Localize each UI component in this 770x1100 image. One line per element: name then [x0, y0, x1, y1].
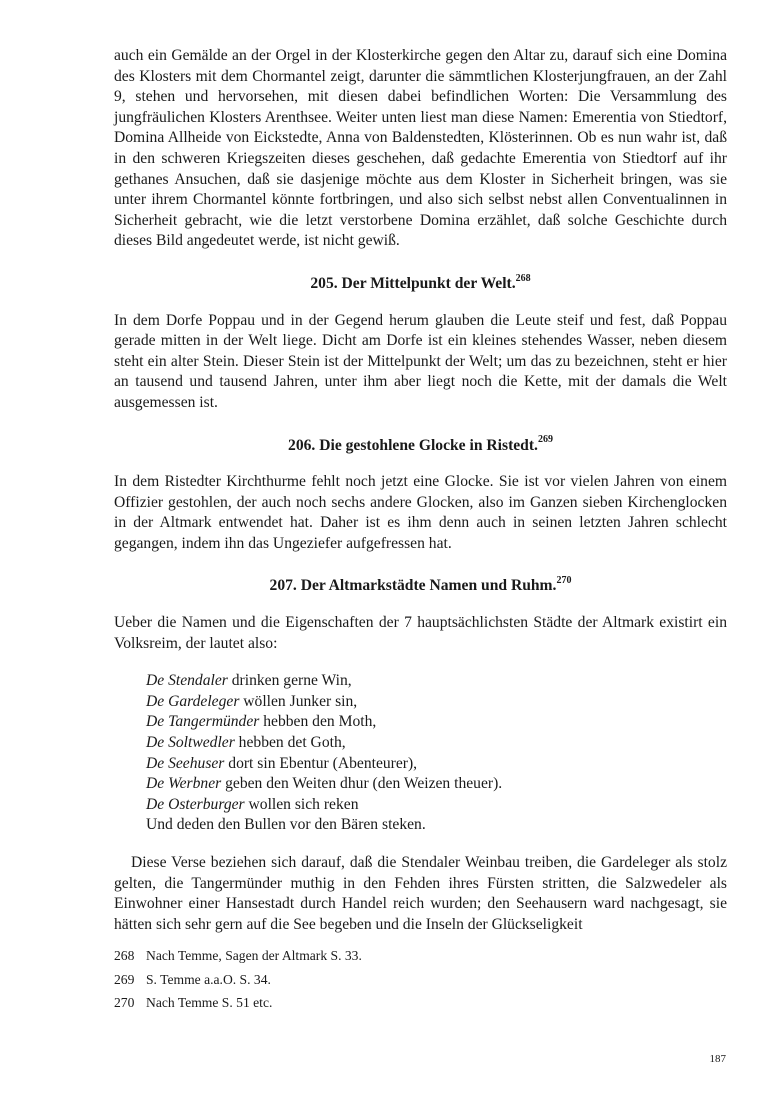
footnote-ref-269[interactable]: 269 [537, 434, 553, 446]
section-title-207: 207. Der Altmarkstädte Namen und Ruhm. [269, 577, 557, 595]
footnote-number: 268 [114, 948, 135, 964]
poem-line-town: De Stendaler [146, 672, 228, 690]
poem-line-text: hebben den Moth, [259, 713, 377, 731]
section-heading-207 [114, 576, 727, 597]
footnote-text: Nach Temme, Sagen der Altmark S. 33. [146, 948, 362, 964]
footnote-number: 270 [114, 995, 135, 1011]
poem-line [146, 712, 727, 733]
section-paragraph-205: In dem Dorfe Poppau und in der Gegend herum glauben die Leute steif und fest, daß Poppau gerade mitten in der Welt liege. Dicht am Dorfe ist ein kleines stehendes Wasser, neben diesem steht ein alter Stein. Dieser Stein ist der Mittelpunkt der Welt; um das zu bezeichnen, steht er hier an tausend und tausend Jahren, unter ihm aber liegt noch die Kette, mit der damals die Welt ausgemessen ist. [114, 311, 727, 411]
poem-line [146, 774, 727, 795]
footnote-ref-268[interactable]: 268 [515, 272, 531, 284]
poem-line [146, 692, 727, 713]
poem-line-town: De Osterburger [146, 795, 245, 813]
poem-line-text: geben den Weiten dhur (den Weizen theuer). [221, 775, 503, 793]
poem-line-town: De Werbner [146, 775, 222, 793]
poem-line-text: hebben det Goth, [234, 734, 346, 752]
footnotes [114, 944, 727, 1015]
footnote [114, 991, 727, 1015]
poem-line-town: De Soltwedler [146, 734, 235, 752]
poem-line-text: Und deden den Bullen vor den Bären steken. [146, 816, 426, 834]
section-paragraph-207: Ueber die Namen und die Eigenschaften der 7 hauptsächlichsten Städte der Altmark existirt ein Volksreim, der lautet also: [114, 614, 727, 652]
section-paragraph-206: In dem Ristedter Kirchthurme fehlt noch jetzt eine Glocke. Sie ist vor vielen Jahren von einem Offizier gestohlen, der auch noch sechs andere Glocken, also im Ganzen sieben Kirchenglocken in der Altmark entwendet hat. Daher ist es ihm denn auch in seinen letzten Jahren schlecht gegangen, indem ihn das Ungeziefer aufgefressen hat. [114, 473, 727, 552]
poem-line-text: drinken gerne Win, [227, 672, 352, 690]
poem-line-town: De Gardeleger [146, 692, 240, 710]
footnote-ref-270[interactable]: 270 [556, 575, 572, 587]
poem-line [146, 733, 727, 754]
poem-line [146, 795, 727, 816]
footnote-text: Nach Temme S. 51 etc. [146, 995, 273, 1011]
poem-line [146, 671, 727, 692]
section-title-205: 205. Der Mittelpunkt der Welt. [310, 274, 516, 292]
poem-line-town: De Tangermünder [146, 713, 260, 731]
footnote-number: 269 [114, 971, 135, 987]
poem-line-town: De Seehuser [146, 754, 225, 772]
footnote-text: S. Temme a.a.O. S. 34. [146, 971, 271, 987]
footnote [114, 968, 727, 992]
footnote [114, 944, 727, 968]
folk-rhyme [146, 671, 727, 836]
page-number: 187 [709, 1053, 726, 1065]
intro-paragraph: auch ein Gemälde an der Orgel in der Klosterkirche gegen den Altar zu, darauf sich eine Domina des Klosters mit dem Chormantel zeigt, darunter die sämmtlichen Klosterjungfrauen, an der Zahl 9, stehen und hervorsehen, mit diesen dabei befindlichen Worten: Die Versammlung des jungfräulichen Klosters Arenthsee. Weiter unten liest man diese Namen: Emerentia von Stiedtorf, Domina Allheide von Eickstedte, Anna von Baldenstedten, Klösterinnen. Ob es nun wahr ist, daß in den schweren Kriegszeiten dieses geschehen, daß gedachte Emerentia von Stiedtorf auf ihr gethanes Ansuchen, daß sie dasjenige möchte aus dem Kloster in Sicherheit bringen, was sie unter ihrem Chormantel könnte fortbringen, und also sich selbst nebst allen Conventualinnen in Sicherheit gebracht, wie die letzt verstorbene Domina erzählet, daß solche Geschichte durch dieses Bild angedeutet werde, ist nicht gewiß. [114, 47, 727, 250]
poem-line [146, 754, 727, 775]
poem-line-text: dort sin Ebentur (Abenteurer), [224, 754, 418, 772]
closing-paragraph: Diese Verse beziehen sich darauf, daß die Stendaler Weinbau treiben, die Gardeleger als stolz gelten, die Tangermünder muthig in den Fehden ihres Fürsten stritten, die Salzwedeler als Einwohner einer Hansestadt durch Handel reich wurden; den Seehausern ward nachgesagt, sie hätten sich sehr gern auf die See begeben und die Inseln der Glückseligkeit [114, 854, 727, 933]
page-body [114, 46, 727, 1015]
poem-line-text: wollen sich reken [244, 795, 359, 813]
poem-line-text: wöllen Junker sin, [239, 692, 358, 710]
section-heading-206 [114, 436, 727, 457]
section-heading-205 [114, 274, 727, 295]
poem-line [146, 815, 727, 836]
section-title-206: 206. Die gestohlene Glocke in Ristedt. [288, 436, 538, 454]
